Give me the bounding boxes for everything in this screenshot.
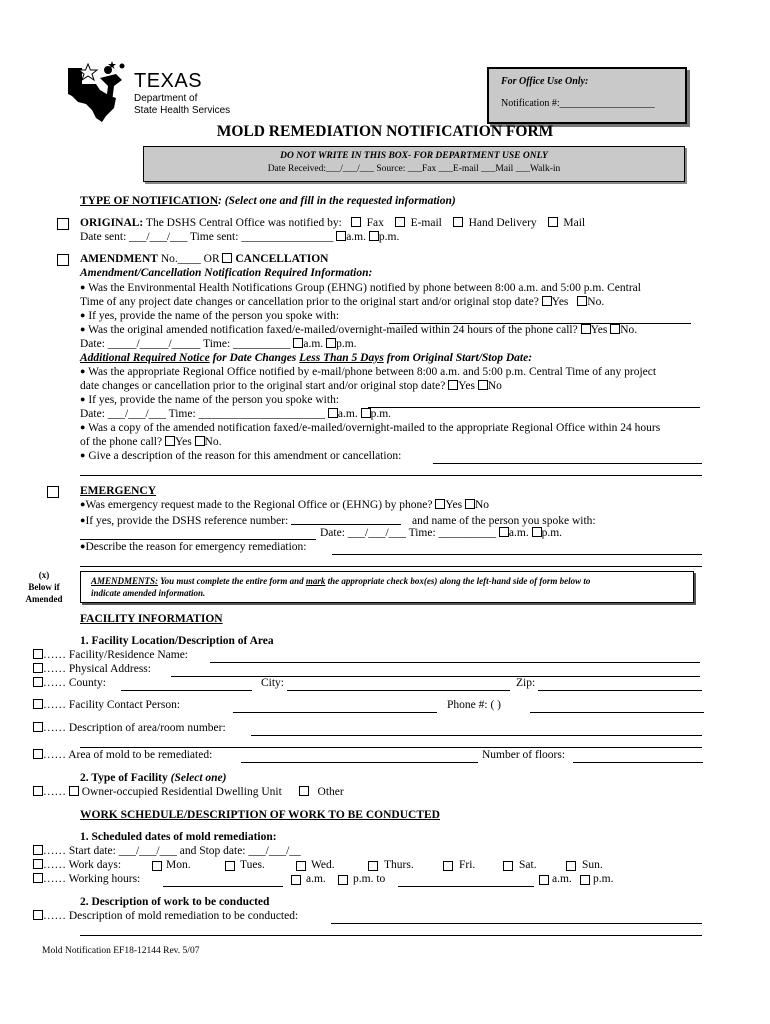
regional-yes-checkbox[interactable] [448, 380, 458, 390]
hours-end-am-checkbox[interactable] [539, 875, 549, 885]
area-description-checkbox[interactable] [33, 722, 43, 732]
fri-checkbox[interactable] [443, 861, 453, 871]
logo-texas-text: TEXAS [134, 70, 203, 92]
original-pm-checkbox[interactable] [369, 231, 379, 241]
fri-label: Fri. [459, 859, 476, 871]
regional-person-line[interactable] [368, 407, 700, 408]
amend-date-field[interactable]: Date: _____/_____/_____ Time: __________ [80, 338, 291, 350]
work-description-row: …… Description of mold remediation to be conducted: [33, 910, 298, 922]
city-line[interactable] [287, 690, 510, 691]
emergency-heading: EMERGENCY [80, 485, 157, 497]
mon-label: Mon. [166, 859, 191, 871]
regional-date-field[interactable]: Date: ___/___/___ Time: ______________________ [80, 408, 326, 420]
reference-number-line[interactable] [291, 513, 401, 525]
reference-person-line[interactable] [80, 539, 316, 540]
hours-start-pm-checkbox[interactable] [338, 875, 348, 885]
regional-person-question: ● If yes, provide the name of the person you spoke with: [80, 394, 340, 406]
floors-line[interactable] [573, 762, 703, 763]
working-hours-row: …… Working hours: [33, 873, 140, 885]
hand-delivery-checkbox[interactable] [453, 217, 463, 227]
facility-type-subheading: 2. Type of Facility (Select one) [80, 772, 227, 784]
sun-label: Sun. [582, 859, 603, 871]
email-checkbox[interactable] [395, 217, 405, 227]
tues-checkbox[interactable] [225, 861, 235, 871]
mold-area-row: …… Area of mold to be remediated: [33, 749, 212, 761]
phone-label: Phone #: ( ) [447, 699, 501, 711]
county-row: …… County: [33, 677, 106, 689]
ehng-yes-checkbox[interactable] [542, 296, 552, 306]
regional-question-line2: date changes or cancellation prior to the original start and/or original stop date? Yes No [80, 380, 502, 392]
amendment-checkbox[interactable] [57, 254, 69, 266]
emergency-reason-question: ●Describe the reason for emergency remediation: [80, 541, 307, 553]
work-description-line2[interactable] [80, 935, 702, 936]
original-am-checkbox[interactable] [336, 231, 346, 241]
logo-department-text: Department of [134, 93, 198, 104]
floors-label: Number of floors: [482, 749, 566, 761]
fax-checkbox[interactable] [351, 217, 361, 227]
address-checkbox[interactable] [33, 663, 43, 673]
form-footer: Mold Notification EF18-12144 Rev. 5/07 [42, 946, 200, 956]
emergency-reason-line1[interactable] [332, 554, 702, 555]
hours-start-am-checkbox[interactable] [291, 875, 301, 885]
regional-question-line1: ● Was the appropriate Regional Office notified by e-mail/phone between 8:00 a.m. and 5:00 p.m. Central Time of any project [80, 366, 657, 378]
amend-am-checkbox[interactable] [293, 338, 303, 348]
amend-date-time: Date: _____/_____/_____ Time: __________ a.m. p.m. [80, 338, 357, 350]
county-checkbox[interactable] [33, 677, 43, 687]
ehng-person-question: ● If yes, provide the name of the person you spoke with: [80, 310, 340, 322]
other-checkbox[interactable] [299, 786, 309, 796]
type-of-notification-heading: TYPE OF NOTIFICATION: (Select one and fill in the requested information) [80, 195, 456, 207]
area-description-row: …… Description of area/room number: [33, 722, 226, 734]
sun-checkbox[interactable] [566, 861, 576, 871]
office-notification-number: Notification #:___________________ [501, 98, 655, 109]
start-stop-row: …… Start date: ___/___/___ and Stop date: ___/___/__ [33, 845, 301, 857]
tues-label: Tues. [240, 859, 265, 871]
cancellation-checkbox[interactable] [222, 253, 232, 263]
work-description-subheading: 2. Description of work to be conducted [80, 896, 270, 908]
wed-checkbox[interactable] [296, 861, 306, 871]
area-description-line2[interactable] [80, 747, 702, 748]
work-schedule-heading: WORK SCHEDULE/DESCRIPTION OF WORK TO BE CONDUCTED [80, 809, 440, 821]
work-days-row: …… Work days: [33, 859, 121, 871]
emergency-pm-checkbox[interactable] [532, 527, 542, 537]
wed-label: Wed. [311, 859, 335, 871]
thurs-checkbox[interactable] [368, 861, 378, 871]
mon-checkbox[interactable] [152, 861, 162, 871]
start-stop-field[interactable]: Start date: ___/___/___ and Stop date: ___/___/__ [68, 845, 301, 857]
amend-pm-checkbox[interactable] [326, 338, 336, 348]
emergency-checkbox[interactable] [47, 486, 59, 498]
scheduled-dates-subheading: 1. Scheduled dates of mold remediation: [80, 831, 277, 843]
thurs-label: Thurs. [384, 859, 414, 871]
facility-name-checkbox[interactable] [33, 649, 43, 659]
original-line2: Date sent: ___/___/___ Time sent: ________________ a.m. p.m. [80, 231, 400, 243]
regional-date-time: Date: ___/___/___ Time: ______________________ a.m. p.m. [80, 408, 392, 420]
logo-dshs-text: State Health Services [134, 105, 231, 116]
office-use-title: For Office Use Only: [501, 76, 589, 87]
date-sent-field[interactable]: Date sent: ___/___/___ Time sent: ________________ [80, 231, 334, 243]
texas-state-icon [66, 58, 134, 122]
department-use-box [143, 146, 685, 182]
address-row: …… Physical Address: [33, 663, 151, 675]
work-description-line1[interactable] [331, 923, 702, 924]
emergency-reason-line2[interactable] [80, 566, 702, 567]
facility-type-checkbox[interactable] [33, 786, 43, 796]
contact-checkbox[interactable] [33, 699, 43, 709]
faxed-question: ● Was the original amended notification faxed/e-mailed/overnight-mailed within 24 hours of the phone call? Yes No. [80, 324, 638, 336]
facility-heading: FACILITY INFORMATION [80, 613, 223, 625]
facility-location-subheading: 1. Facility Location/Description of Area [80, 635, 274, 647]
faxed-no-checkbox[interactable] [610, 324, 620, 334]
emergency-question: ●Was emergency request made to the Regional Office or (EHNG) by phone? Yes No [80, 499, 490, 511]
zip-line[interactable] [538, 690, 702, 691]
owner-occupied-checkbox[interactable] [69, 786, 79, 796]
emergency-no-checkbox[interactable] [465, 499, 475, 509]
phone-line[interactable] [530, 712, 704, 713]
ehng-question-line1: ● Was the Environmental Health Notifications Group (EHNG) notified by phone between 8:00 a.m. and 5:00 p.m. Central [80, 282, 641, 294]
below-if-amended-note: (x) Below if Amended [25, 570, 63, 604]
faxed-yes-checkbox[interactable] [581, 324, 591, 334]
ehng-no-checkbox[interactable] [577, 296, 587, 306]
regional-pm-checkbox[interactable] [361, 408, 371, 418]
county-line[interactable] [121, 690, 252, 691]
mail-checkbox[interactable] [548, 217, 558, 227]
reference-question: ●If yes, provide the DSHS reference number: and name of the person you spoke with: [80, 515, 596, 527]
sat-checkbox[interactable] [503, 861, 513, 871]
reason-line1[interactable] [433, 463, 702, 464]
contact-line[interactable] [233, 712, 437, 713]
dshs-logo [66, 58, 231, 122]
zip-label: Zip: [516, 677, 536, 689]
original-line1: ORIGINAL: The DSHS Central Office was notified by: Fax E-mail Hand Delivery Mail [80, 217, 586, 229]
hours-end-line[interactable] [398, 886, 534, 887]
copy-question-line1: ● Was a copy of the amended notification faxed/e-mailed/overnight-mailed to the appropriate Regional Office within 24 hours [80, 422, 661, 434]
emergency-am-checkbox[interactable] [499, 527, 509, 537]
start-stop-checkbox[interactable] [33, 845, 43, 855]
city-label: City: [261, 677, 285, 689]
regional-no-checkbox[interactable] [478, 380, 488, 390]
department-use-fields: Date Received:___/___/___ Source: ___Fax ___E-mail ___Mail ___Walk-in [267, 164, 561, 174]
mold-area-checkbox[interactable] [33, 749, 43, 759]
emergency-date-time: Date: ___/___/___ Time: __________ a.m. p.m. [320, 527, 563, 539]
office-use-box [487, 67, 687, 124]
contact-row: …… Facility Contact Person: [33, 699, 180, 711]
mold-area-line[interactable] [241, 762, 478, 763]
amendment-line: AMENDMENT No.____ OR CANCELLATION [80, 253, 329, 265]
facility-name-row: …… Facility/Residence Name: [33, 649, 188, 661]
additional-notice-heading: Additional Required Notice for Date Changes Less Than 5 Days from Original Start/Stop Date: [80, 352, 533, 364]
emergency-date-field[interactable]: Date: ___/___/___ Time: __________ [320, 527, 497, 539]
required-info-heading: Amendment/Cancellation Notification Required Information: [80, 267, 373, 279]
copy-no-checkbox[interactable] [195, 436, 205, 446]
area-description-line1[interactable] [251, 735, 702, 736]
copy-question-line2: of the phone call? Yes No. [80, 436, 222, 448]
facility-type-row: …… Owner-occupied Residential Dwelling Unit Other [33, 786, 344, 798]
work-description-checkbox[interactable] [33, 910, 43, 920]
facility-name-line[interactable] [210, 662, 700, 663]
regional-am-checkbox[interactable] [328, 408, 338, 418]
original-checkbox[interactable] [57, 218, 69, 230]
address-line[interactable] [171, 676, 700, 677]
department-use-warning: DO NOT WRITE IN THIS BOX- FOR DEPARTMENT USE ONLY [280, 151, 548, 161]
work-days-checkbox[interactable] [33, 859, 43, 869]
form-title: MOLD REMEDIATION NOTIFICATION FORM [216, 123, 554, 140]
hours-start-line[interactable] [163, 886, 283, 887]
hours-end-pm-checkbox[interactable] [580, 875, 590, 885]
reason-line2[interactable] [80, 475, 702, 476]
working-hours-checkbox[interactable] [33, 873, 43, 883]
ehng-question-line2: Time of any project date changes or cancellation prior to the original start and/or original stop date? Yes No. [80, 296, 605, 308]
reason-question: ● Give a description of the reason for this amendment or cancellation: [80, 450, 402, 462]
copy-yes-checkbox[interactable] [165, 436, 175, 446]
sat-label: Sat. [519, 859, 537, 871]
emergency-yes-checkbox[interactable] [435, 499, 445, 509]
amendments-note-box: AMENDMENTS: You must complete the entire form and mark the appropriate check box(es) along the left-hand side of form below to indicate amended information. [80, 571, 694, 603]
